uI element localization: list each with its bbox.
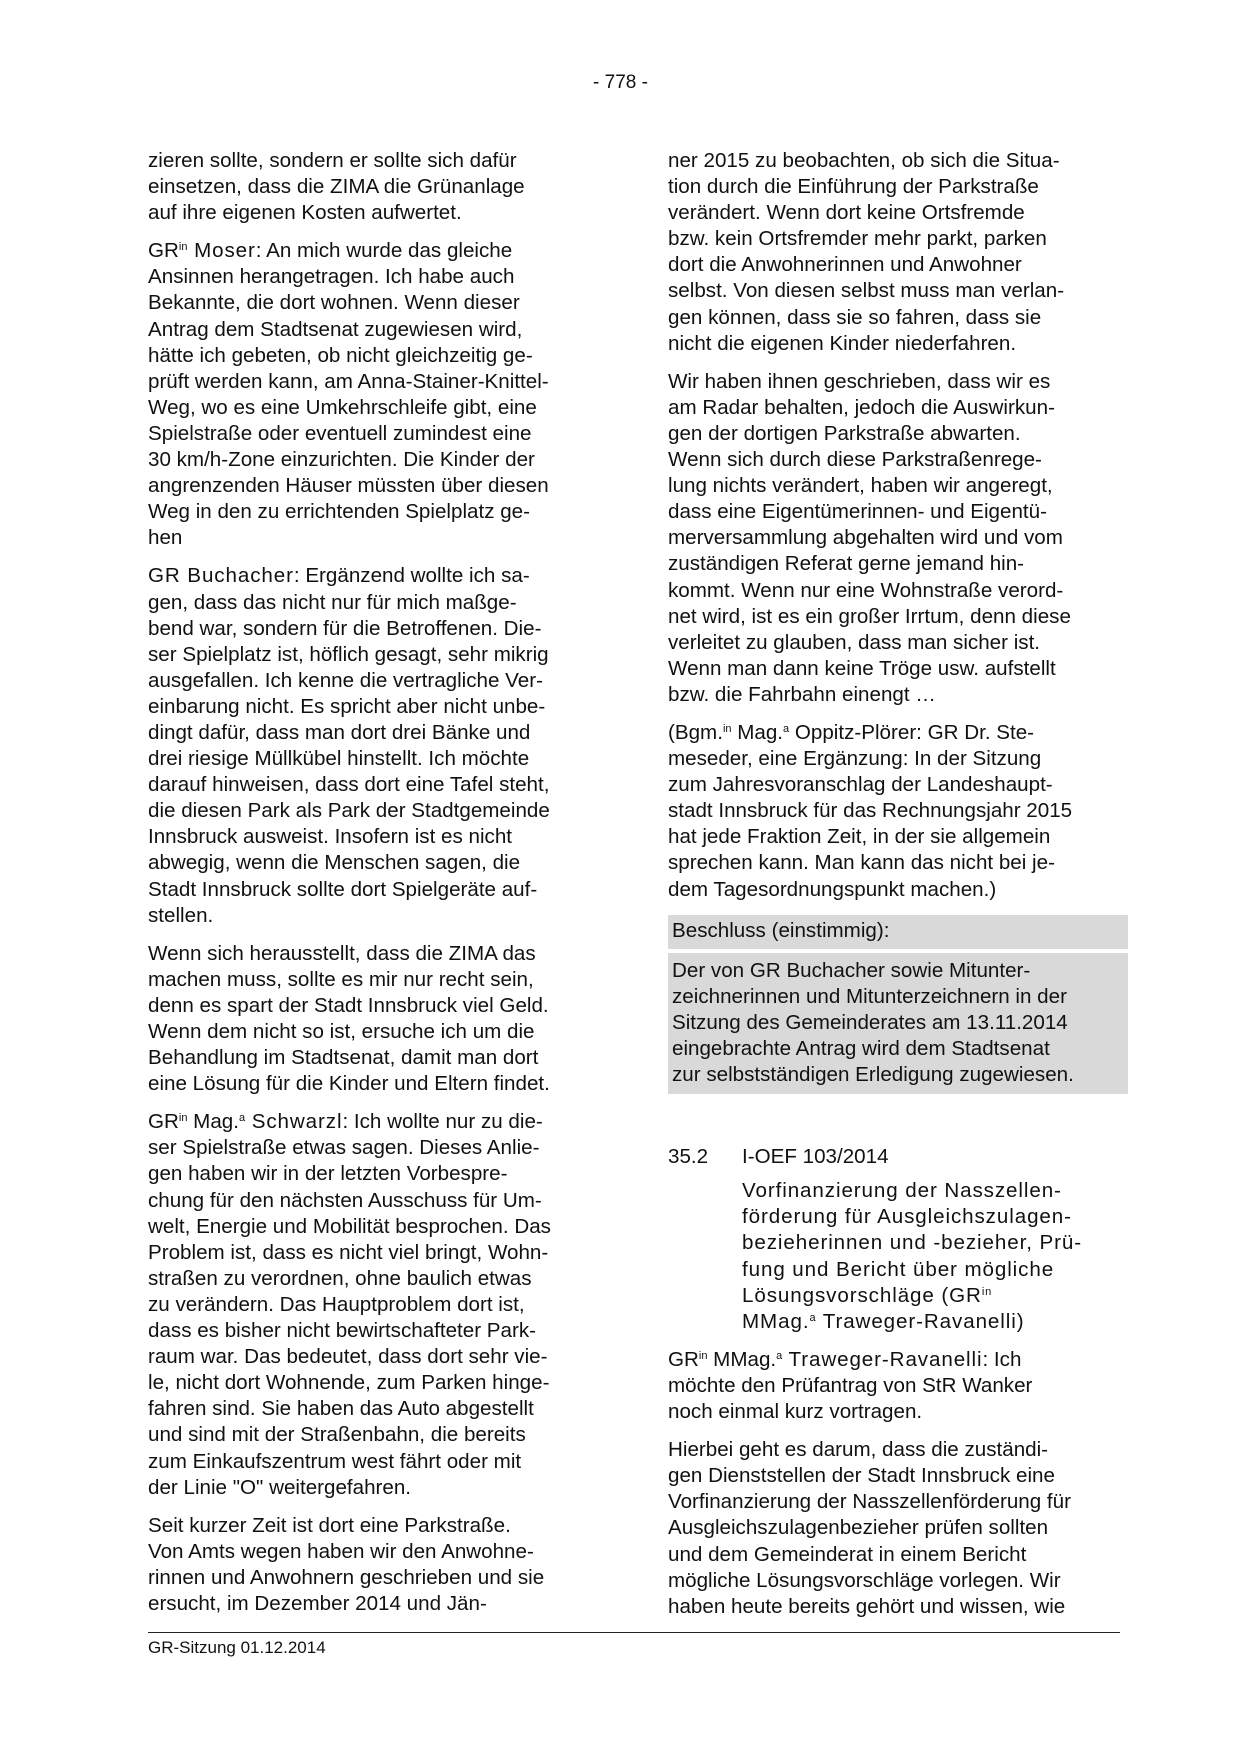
text-line: Seit kurzer Zeit ist dort eine Parkstraße. [148, 1513, 511, 1537]
text-line: Wenn sich durch diese Parkstraßenrege- [668, 448, 1042, 472]
text-line: einbarung nicht. Es spricht aber nicht unbe- [148, 694, 546, 718]
paragraph [148, 941, 608, 1098]
text-line: zeichnerinnen und Mitunterzeichnern in der [672, 984, 1067, 1008]
text-line: Von Amts wegen haben wir den Anwohne- [148, 1539, 534, 1563]
text-line: verleitet zu glauben, dass man sicher ist. [668, 630, 1041, 654]
text-line: kommt. Wenn nur eine Wohnstraße verord- [668, 578, 1064, 602]
page-number: - 778 - [593, 72, 648, 93]
text-line: Weg in den zu errichtenden Spielplatz ge- [148, 500, 530, 524]
agenda-item-title: Vorfinanzierung der Nasszellen- förderung für Ausgleichszulagen- bezieherinnen und -bezieher, Prü- fung und Bericht über mögliche Lösungsvorschläge ($GR^{in}$ MMag.$^a$ Traweger-Ravanelli) [742, 1178, 1128, 1335]
text-line: bend war, sondern für die Betroffenen. Die- [148, 616, 542, 640]
paragraph [668, 148, 1128, 357]
text-line: fahren sind. Sie haben das Auto abgestellt [148, 1397, 534, 1421]
text-line: zuständigen Referat gerne jemand hin- [668, 552, 1025, 576]
text-line: Sitzung des Gemeinderates am 13.11.2014 [672, 1010, 1068, 1034]
text-line: Bekannte, die dort wohnen. Wenn dieser [148, 291, 520, 315]
text-line: dingt dafür, dass man dort drei Bänke und [148, 720, 531, 744]
text-line: gen haben wir in der letzten Vorbespre- [148, 1162, 508, 1186]
text-line: machen muss, sollte es mir nur recht sein, [148, 967, 534, 991]
text-line: eine Lösung für die Kinder und Eltern findet. [148, 1072, 550, 1096]
text-line: 30 km/h-Zone einzurichten. Die Kinder der [148, 448, 535, 472]
text-line: verändert. Wenn dort keine Ortsfremde [668, 201, 1025, 225]
text-line: Vorfinanzierung der Nasszellen- [742, 1179, 1062, 1203]
text-line: denn es spart der Stadt Innsbruck viel Geld. [148, 993, 549, 1017]
text-line: haben heute bereits gehört und wissen, wie [668, 1594, 1066, 1618]
paragraph [148, 1109, 608, 1500]
text-line: ausgefallen. Ich kenne die vertragliche Ver- [148, 668, 543, 692]
paragraph [148, 1513, 608, 1617]
paragraph [148, 563, 608, 928]
paragraph [148, 148, 608, 226]
text-line: Stadt Innsbruck sollte dort Spielgeräte auf- [148, 877, 538, 901]
text-line: gen Dienststellen der Stadt Innsbruck eine [668, 1464, 1055, 1488]
text-line: abwegig, wenn die Menschen sagen, die [148, 851, 521, 875]
left-column [148, 148, 608, 1629]
text-line: Ausgleichszulagenbezieher prüfen sollten [668, 1516, 1049, 1540]
closing-paragraph [668, 1437, 1128, 1620]
text-line: dem Tagesordnungspunkt machen.) [668, 877, 997, 901]
text-line: selbst. Von diesen selbst muss man verlan- [668, 279, 1065, 303]
text-line: bzw. die Fahrbahn einengt … [668, 682, 936, 706]
footer-divider [148, 1632, 1120, 1633]
text-line: einsetzen, dass die ZIMA die Grünanlage [148, 175, 525, 199]
text-line: angrenzenden Häuser müssten über diesen [148, 474, 549, 498]
text-line: drei riesige Müllkübel hinstellt. Ich möchte [148, 747, 530, 771]
text-line: bezieherinnen und -bezieher, Prü- [742, 1231, 1082, 1255]
text-line: Wir haben ihnen geschrieben, dass wir es [668, 369, 1051, 393]
text-line: Antrag dem Stadtsenat zugewiesen wird, [148, 317, 523, 341]
text-line: Spielstraße oder eventuell zumindest eine [148, 421, 532, 445]
text-line: Wenn sich herausstellt, dass die ZIMA das [148, 941, 536, 965]
text-line: ner 2015 zu beobachten, ob sich die Situa- [668, 149, 1060, 172]
text-line: hätte ich gebeten, ob nicht gleichzeitig ge- [148, 343, 533, 367]
text-line: hen [148, 526, 183, 550]
text-line: am Radar behalten, jedoch die Auswirkun- [668, 395, 1055, 419]
text-line: die diesen Park als Park der Stadtgemeinde [148, 799, 550, 823]
text-line: Vorfinanzierung der Nasszellenförderung für [668, 1490, 1071, 1514]
agenda-item [668, 1144, 1128, 1170]
traweger-statement: $GR^{in}$ MMag.$^a$ Traweger-Ravanelli: Ich möchte den Prüfantrag von StR Wanker noch einmal kurz vortragen. [668, 1347, 1128, 1425]
decision-heading: Beschluss (einstimmig): [668, 915, 1128, 949]
text-line: Der von GR Buchacher sowie Mitunter- [672, 958, 1031, 982]
text-line: Ansinnen herangetragen. Ich habe auch [148, 265, 515, 289]
text-line: bzw. kein Ortsfremder mehr parkt, parken [668, 227, 1047, 251]
text-line: fung und Bericht über mögliche [742, 1257, 1055, 1281]
text-line: auf ihre eigenen Kosten aufwertet. [148, 201, 462, 225]
text-line: stellen. [148, 903, 214, 927]
text-line: ser Spielplatz ist, höflich gesagt, sehr mikrig [148, 642, 549, 666]
bgm-note: (Bgm.$^{in}$ Mag.$^a$ Oppitz-Plörer: GR Dr. Ste- meseder, eine Ergänzung: In der Sitzung zum Jahresvoranschlag der Landeshaupt- stadt Innsbruck für das Rechnungsjahr 2015 hat jede Fraktion Zeit, in der sie allgemein sprechen kann. Man kann das nicht bei je- dem Tagesordnungspunkt machen.) [668, 720, 1128, 903]
text-line: gen können, dass sie so fahren, dass sie [668, 305, 1042, 329]
text-line: nicht die eigenen Kinder niederfahren. [668, 331, 1017, 355]
text-line: rinnen und Anwohnern geschrieben und sie [148, 1565, 545, 1589]
agenda-item-number: 35.2 [668, 1145, 709, 1169]
text-line: ersucht, im Dezember 2014 und Jän- [148, 1591, 487, 1615]
text-line: net wird, ist es ein großer Irrtum, denn diese [668, 604, 1071, 628]
text-line: merversammlung abgehalten wird und vom [668, 526, 1063, 550]
speaker-line: $GR^{in}$ Mag.$^a$ Schwarzl: Ich wollte nur zu die- [148, 1110, 543, 1134]
text-line: mögliche Lösungsvorschläge vorlegen. Wir [668, 1568, 1061, 1592]
text-line: Behandlung im Stadtsenat, damit man dort [148, 1046, 539, 1070]
text-line: Hierbei geht es darum, dass die zuständi- [668, 1438, 1049, 1462]
paragraph [668, 369, 1128, 708]
text-line: gen der dortigen Parkstraße abwarten. [668, 421, 1021, 445]
text-line: hat jede Fraktion Zeit, in der sie allgemein [668, 825, 1051, 849]
text-line: meseder, eine Ergänzung: In der Sitzung [668, 747, 1042, 771]
agenda-item-code: I-OEF 103/2014 [742, 1145, 889, 1169]
decision-text [668, 953, 1128, 1094]
text-line: straßen zu verordnen, ohne baulich etwas [148, 1266, 532, 1290]
speaker-line: $GR^{in}$ Moser: An mich wurde das gleiche [148, 239, 513, 263]
text-line: noch einmal kurz vortragen. [668, 1400, 923, 1424]
text-line: zum Jahresvoranschlag der Landeshaupt- [668, 773, 1053, 797]
text-line: sprechen kann. Man kann das nicht bei je- [668, 851, 1055, 875]
text-line: tion durch die Einführung der Parkstraße [668, 175, 1039, 199]
text-line: und dem Gemeinderat in einem Bericht [668, 1542, 1027, 1566]
text-line: eingebrachte Antrag wird dem Stadtsenat [672, 1037, 1050, 1060]
text-line: zu verändern. Das Hauptproblem dort ist, [148, 1292, 525, 1316]
text-line: raum war. Das bedeutet, dass dort sehr vie- [148, 1345, 548, 1369]
text-line: stadt Innsbruck für das Rechnungsjahr 2015 [668, 799, 1073, 823]
text-line: prüft werden kann, am Anna-Stainer-Knittel- [148, 369, 549, 393]
text-line: förderung für Ausgleichszulagen- [742, 1205, 1072, 1229]
text-line: Innsbruck ausweist. Insofern ist es nicht [148, 825, 512, 849]
text-line: le, nicht dort Wohnende, zum Parken hinge- [148, 1371, 550, 1395]
text-line: lung nichts verändert, haben wir angeregt, [668, 474, 1053, 498]
text-line: zum Einkaufszentrum west fährt oder mit [148, 1449, 522, 1473]
text-line: Wenn dem nicht so ist, ersuche ich um die [148, 1020, 535, 1043]
text-line: gen, dass das nicht nur für mich maßge- [148, 590, 517, 614]
text-line: chung für den nächsten Ausschuss für Um- [148, 1188, 542, 1212]
paragraph [148, 238, 608, 551]
text-line: Weg, wo es eine Umkehrschleife gibt, eine [148, 395, 537, 419]
speaker-line: GR Buchacher: Ergänzend wollte ich sa- [148, 564, 530, 588]
text-line: zur selbstständigen Erledigung zugewiesen. [672, 1063, 1074, 1087]
text-line: dort die Anwohnerinnen und Anwohner [668, 253, 1022, 277]
text-line: welt, Energie und Mobilität besprochen. Das [148, 1214, 551, 1238]
right-column [668, 148, 1128, 1632]
text-line: zieren sollte, sondern er sollte sich dafür [148, 149, 517, 172]
text-line: und sind mit der Straßenbahn, die bereits [148, 1423, 526, 1447]
text-line: Problem ist, dass es nicht viel bringt, Wohn- [148, 1240, 549, 1264]
text-line: darauf hinweisen, dass dort eine Tafel steht, [148, 773, 550, 797]
text-line: Wenn man dann keine Tröge usw. aufstellt [668, 656, 1056, 680]
text-line: möchte den Prüfantrag von StR Wanker [668, 1373, 1033, 1397]
text-line: dass eine Eigentümerinnen- und Eigentü- [668, 500, 1047, 524]
footer: GR-Sitzung 01.12.2014 [148, 1638, 326, 1657]
text-line: der Linie "O" weitergefahren. [148, 1475, 412, 1499]
text-line: dass es bisher nicht bewirtschafteter Park- [148, 1319, 537, 1343]
text-line: ser Spielstraße etwas sagen. Dieses Anlie- [148, 1136, 540, 1160]
